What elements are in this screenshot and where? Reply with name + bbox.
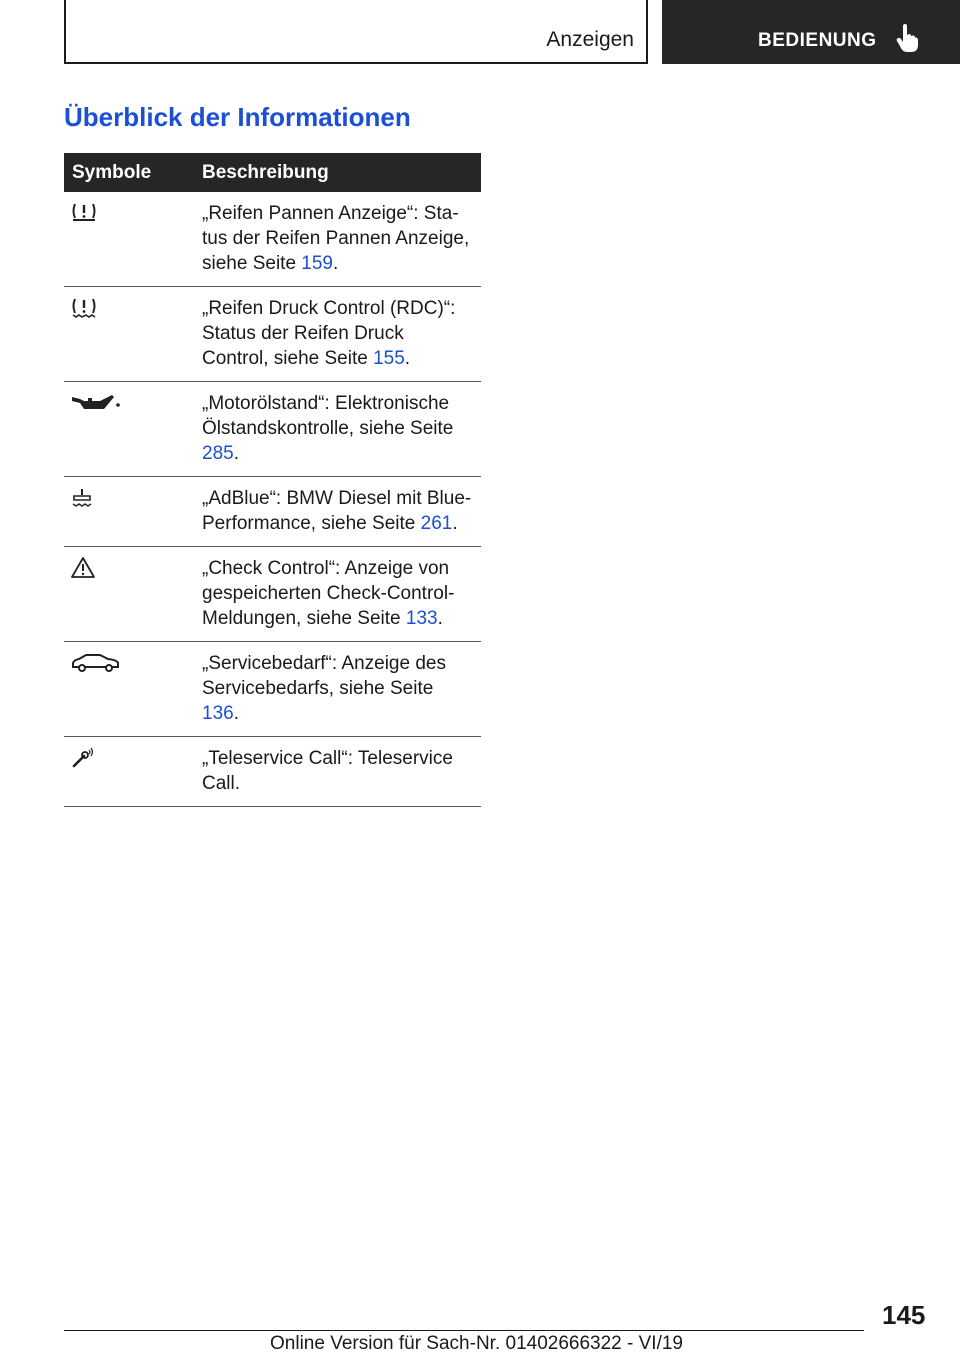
- description-intro: „Teleservice Call“: Teleservice: [202, 748, 453, 769]
- section-label: Anzeigen: [546, 28, 634, 51]
- description-intro: „Motorölstand“: Elektronische: [202, 393, 450, 414]
- description-intro: „Servicebedarf“: Anzeige des: [202, 653, 446, 674]
- page-link[interactable]: 136: [202, 703, 234, 724]
- page-link[interactable]: 285: [202, 443, 234, 464]
- description-intro: „Reifen Druck Control (RDC)“:: [202, 298, 456, 319]
- info-symbols-table: [64, 153, 481, 807]
- description-text: Status der Reifen Druck Control, siehe Seite: [202, 323, 404, 369]
- wrench-signal-icon: [70, 746, 98, 770]
- description-end: .: [333, 253, 339, 274]
- description-intro: „Reifen Pannen Anzeige“: Sta-: [202, 203, 459, 224]
- description-text: Servicebedarfs, siehe Seite: [202, 678, 434, 699]
- description-intro: „AdBlue“: BMW Diesel mit Blue-: [202, 488, 472, 509]
- tire-pressure-icon: [70, 296, 98, 320]
- description-end: .: [233, 443, 239, 464]
- header-section-tab: [64, 0, 648, 64]
- column-header-description: Beschreibung: [194, 153, 481, 192]
- description-end: .: [452, 513, 458, 534]
- table-row: [64, 382, 481, 477]
- page-number: 145: [882, 1300, 926, 1330]
- description-text: tus der Reifen Pannen Anzeige, siehe Seite: [202, 228, 470, 274]
- header-chapter-tab: [662, 0, 960, 64]
- tire-warning-icon: [70, 201, 98, 225]
- chapter-label: BEDIENUNG: [758, 30, 877, 51]
- page-link[interactable]: 155: [373, 348, 405, 369]
- footer-divider: [64, 1330, 864, 1331]
- column-header-symbols: Symbole: [64, 153, 194, 192]
- page-link[interactable]: 159: [301, 253, 333, 274]
- footer-version-text: Online Version für Sach-Nr. 01402666322 - VI/19: [270, 1333, 683, 1354]
- description-end: .: [437, 608, 443, 629]
- description-text: Ölstandskontrolle, siehe Seite: [202, 418, 454, 439]
- car-service-icon: [70, 651, 122, 675]
- description-end: .: [404, 348, 411, 369]
- adblue-icon: [70, 486, 94, 510]
- oil-can-icon: [70, 391, 122, 415]
- table-row: [64, 737, 481, 807]
- table-row: [64, 477, 481, 547]
- table-row: [64, 547, 481, 642]
- warning-triangle-icon: [70, 556, 96, 580]
- description-end: .: [233, 703, 239, 724]
- table-row: [64, 192, 481, 287]
- page-link[interactable]: 261: [420, 513, 453, 534]
- description-text: Call.: [202, 773, 241, 794]
- table-row: [64, 287, 481, 382]
- description-text: Performance, siehe Seite: [202, 513, 421, 534]
- page-link[interactable]: 133: [405, 608, 438, 629]
- page-title: Überblick der Informationen: [64, 102, 411, 132]
- description-intro: „Check Control“: Anzeige von: [202, 558, 450, 579]
- description-text: gespeicherten Check-Control-Meldungen, siehe Seite: [202, 583, 455, 629]
- pointing-hand-icon: [896, 24, 918, 52]
- table-row: [64, 642, 481, 737]
